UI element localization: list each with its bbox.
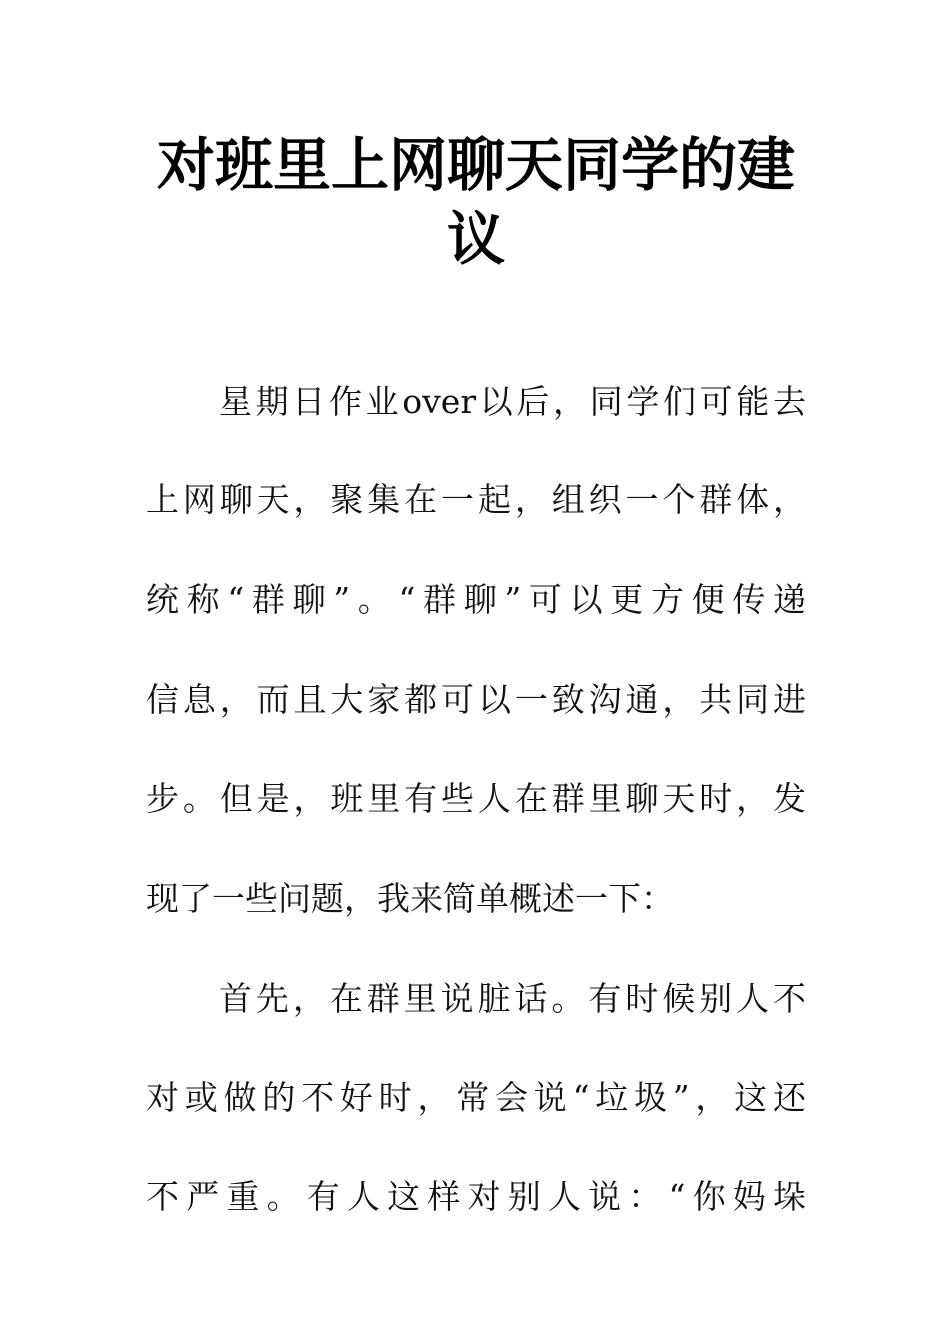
paragraph-line: 统称“群聊”。“群聊”可以更方便传递 <box>146 580 806 619</box>
paragraph-line: 对或做的不好时，常会说“垃圾”，这还 <box>146 1078 806 1117</box>
paragraph-line: 首先，在群里说脏话。有时候别人不 <box>219 979 806 1018</box>
paragraph-line: 信息，而且大家都可以一致沟通，共同进 <box>146 680 806 719</box>
paragraph-line: 星期日作业over以后，同学们可能去 <box>219 382 806 421</box>
document-title: 对班里上网聊天同学的建议 <box>156 131 795 273</box>
paragraph-line: 现了一些问题，我来简单概述一下： <box>146 879 674 918</box>
paragraph-line: 不严重。有人这样对别人说：“你妈垛 <box>146 1177 806 1216</box>
paragraph-line: 步。但是，班里有些人在群里聊天时，发 <box>146 779 806 818</box>
paragraph-line: 上网聊天，聚集在一起，组织一个群体， <box>146 480 806 519</box>
